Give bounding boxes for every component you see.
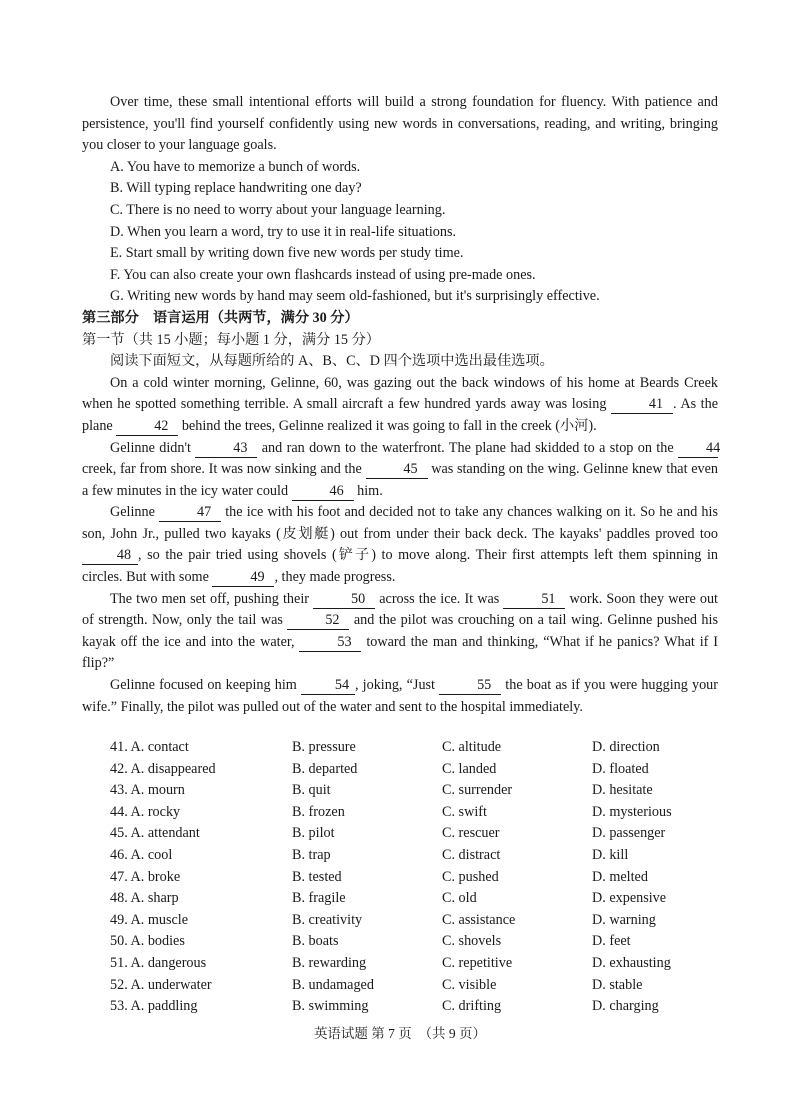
choice-option-b: B. pressure [292, 739, 356, 755]
choice-option-b: B. boats [292, 933, 339, 950]
cloze-instruction: 阅读下面短文，从每题所给的 A、B、C、D 四个选项中选出最佳选项。 [110, 353, 554, 370]
cloze-text: across the ice. It was [375, 590, 504, 607]
choice-row [110, 845, 710, 867]
page-footer: 英语试题 第 7 页 （共 9 页） [313, 1026, 487, 1041]
choice-row [110, 975, 710, 997]
cloze-text: . As the plane [82, 396, 718, 434]
choice-option-c: C. old [442, 890, 477, 907]
choice-option-c: C. assistance [442, 911, 516, 928]
choice-option-c: C. altitude [442, 739, 502, 755]
cloze-text: work. Soon they were out of strength. Now, only the tail was [82, 590, 718, 629]
option-b: B. Will typing replace handwriting one day? [110, 180, 362, 197]
cloze-text: the boat as if you were hugging your wife.” Finally, the pilot was pulled out of the water and sent to the hospital immediately. [82, 677, 718, 715]
cloze-paragraph-4 [82, 589, 718, 675]
choice-option-b: B. fragile [292, 890, 346, 907]
part3-heading: 第三部分 语言运用（共两节，满分 30 分） [82, 309, 359, 326]
choice-option-c: C. swift [442, 803, 487, 820]
blank-47: 47 [159, 504, 221, 522]
choice-option-c: C. shovels [442, 933, 502, 950]
blank-51: 51 [503, 591, 565, 609]
blank-49: 49 [212, 569, 274, 587]
choice-option-b: B. swimming [292, 998, 369, 1015]
choice-row [110, 759, 710, 781]
choice-option-a: 43. A. mourn [110, 782, 185, 799]
choice-option-d: D. floated [592, 760, 649, 777]
blank-41: 41 [611, 396, 673, 414]
cloze-paragraph-1 [82, 373, 718, 438]
choice-option-a: 49. A. muscle [110, 911, 189, 928]
choice-option-d: D. charging [592, 998, 659, 1015]
choice-row [110, 953, 710, 975]
cloze-paragraph-3 [82, 502, 718, 588]
cloze-text: behind the trees, Gelinne realized it was going to fall in the creek (小河). [178, 417, 597, 434]
choice-option-a: 42. A. disappeared [110, 760, 216, 777]
cloze-paragraph-5 [82, 675, 718, 718]
choice-option-d: D. exhausting [592, 954, 671, 971]
cloze-text: him. [353, 482, 383, 499]
choice-option-b: B. quit [292, 782, 331, 799]
choice-option-a: 45. A. attendant [110, 825, 200, 842]
choice-option-d: D. direction [592, 739, 660, 755]
cloze-text: , so the pair tried using shovels (铲子) to move along. Their first attempts left them spinning in circles. But with some [82, 547, 718, 586]
choice-option-a: 48. A. sharp [110, 890, 179, 907]
choices-table [110, 737, 710, 1018]
option-a: A. You have to memorize a bunch of words. [110, 158, 361, 175]
choice-option-c: C. pushed [442, 868, 499, 885]
choice-option-c: C. drifting [442, 998, 502, 1015]
choice-option-a: 50. A. bodies [110, 933, 185, 950]
choice-option-b: B. tested [292, 868, 342, 885]
cloze-text: and the pilot was crouching on a tail wing. Gelinne pushed his kayak off the ice and into the water, [82, 612, 718, 650]
blank-46: 46 [292, 483, 354, 501]
choice-option-c: C. visible [442, 976, 497, 993]
cloze-text: , they made progress. [274, 569, 396, 586]
cloze-text: On a cold winter morning, Gelinne, 60, was gazing out the back windows of his home at Beards Creek when he spotted something terrible. A small aircraft a few hundred yards away was losing [82, 374, 718, 413]
choice-option-b: B. undamaged [292, 976, 374, 993]
blank-44: 44 [678, 440, 718, 458]
cloze-paragraph-2 [82, 438, 721, 503]
cloze-text: The two men set off, pushing their [110, 590, 314, 607]
choice-option-b: B. frozen [292, 803, 345, 820]
passage-conclusion-paragraph: Over time, these small intentional efforts will build a strong foundation for fluency. With patience and persistence, you'll find yourself confidently using new words in conversations, reading, and writing, bringing you closer to your language goals. [82, 94, 718, 154]
choice-option-c: C. surrender [442, 782, 513, 799]
choice-option-c: C. landed [442, 760, 497, 777]
blank-54: 54 [301, 677, 355, 695]
blank-53: 53 [299, 634, 361, 652]
cloze-text: the ice with his foot and decided not to take any chances walking on it. So he and his son, John Jr., pulled two kayaks (皮划艇) out from under their back deck. The kayaks' paddles proved too [82, 504, 718, 542]
choice-row [110, 737, 710, 759]
cloze-text: and ran down to the waterfront. The plane had skidded to a stop on the [257, 439, 678, 456]
choice-option-c: C. repetitive [442, 954, 513, 971]
blank-48: 48 [82, 547, 138, 565]
option-c: C. There is no need to worry about your language learning. [110, 201, 446, 218]
blank-52: 52 [287, 612, 349, 630]
choice-option-a: 47. A. broke [110, 868, 181, 885]
choice-option-b: B. rewarding [292, 954, 367, 971]
choice-option-b: B. trap [292, 846, 331, 863]
choice-option-d: D. kill [592, 846, 629, 863]
choice-option-d: D. hesitate [592, 782, 653, 799]
choice-option-a: 51. A. dangerous [110, 954, 207, 971]
blank-50: 50 [313, 591, 375, 609]
option-d: D. When you learn a word, try to use it in real-life situations. [110, 223, 457, 240]
choice-option-d: D. mysterious [592, 803, 672, 820]
option-g: G. Writing new words by hand may seem old-fashioned, but it's surprisingly effective. [110, 288, 600, 305]
choice-row [110, 888, 710, 910]
choice-row [110, 802, 710, 824]
choice-option-b: B. departed [292, 760, 358, 777]
choice-row [110, 867, 710, 889]
choice-option-b: B. pilot [292, 825, 335, 842]
blank-45: 45 [366, 461, 428, 479]
choice-option-a: 46. A. cool [110, 846, 173, 863]
cloze-text: Gelinne focused on keeping him [110, 677, 301, 694]
section1-heading: 第一节（共 15 小题；每小题 1 分，满分 15 分） [82, 331, 380, 348]
cloze-text: was standing on the wing. Gelinne knew that even a few minutes in the icy water could [82, 461, 718, 499]
choice-option-c: C. rescuer [442, 825, 500, 842]
choice-row [110, 823, 710, 845]
option-e: E. Start small by writing down five new words per study time. [110, 245, 464, 262]
choice-option-b: B. creativity [292, 911, 363, 928]
choice-option-a: 52. A. underwater [110, 976, 212, 993]
choice-row [110, 780, 710, 802]
option-f: F. You can also create your own flashcards instead of using pre-made ones. [110, 266, 536, 283]
cloze-text: toward the man and thinking, “What if he panics? What if I flip?” [82, 633, 718, 672]
blank-43: 43 [195, 440, 257, 458]
choice-row [110, 910, 710, 932]
choice-option-a: 41. A. contact [110, 739, 189, 755]
cloze-text: Gelinne didn't [110, 439, 196, 456]
cloze-text: creek, far from shore. It was now sinking and the [82, 461, 366, 478]
blank-42: 42 [116, 418, 178, 436]
choice-option-d: D. warning [592, 911, 656, 928]
cloze-text: Gelinne [110, 504, 160, 521]
choice-row [110, 996, 710, 1018]
choice-option-d: D. expensive [592, 890, 667, 907]
choice-option-d: D. passenger [592, 825, 666, 842]
choice-option-a: 44. A. rocky [110, 803, 181, 820]
exam-page-content [82, 92, 721, 718]
blank-55: 55 [439, 677, 501, 695]
choice-option-a: 53. A. paddling [110, 998, 198, 1015]
choice-option-d: D. feet [592, 933, 631, 950]
cloze-text: , joking, “Just [354, 677, 440, 694]
choice-row [110, 931, 710, 953]
choice-option-d: D. melted [592, 868, 648, 885]
choice-option-d: D. stable [592, 976, 643, 993]
choice-option-c: C. distract [442, 846, 501, 863]
